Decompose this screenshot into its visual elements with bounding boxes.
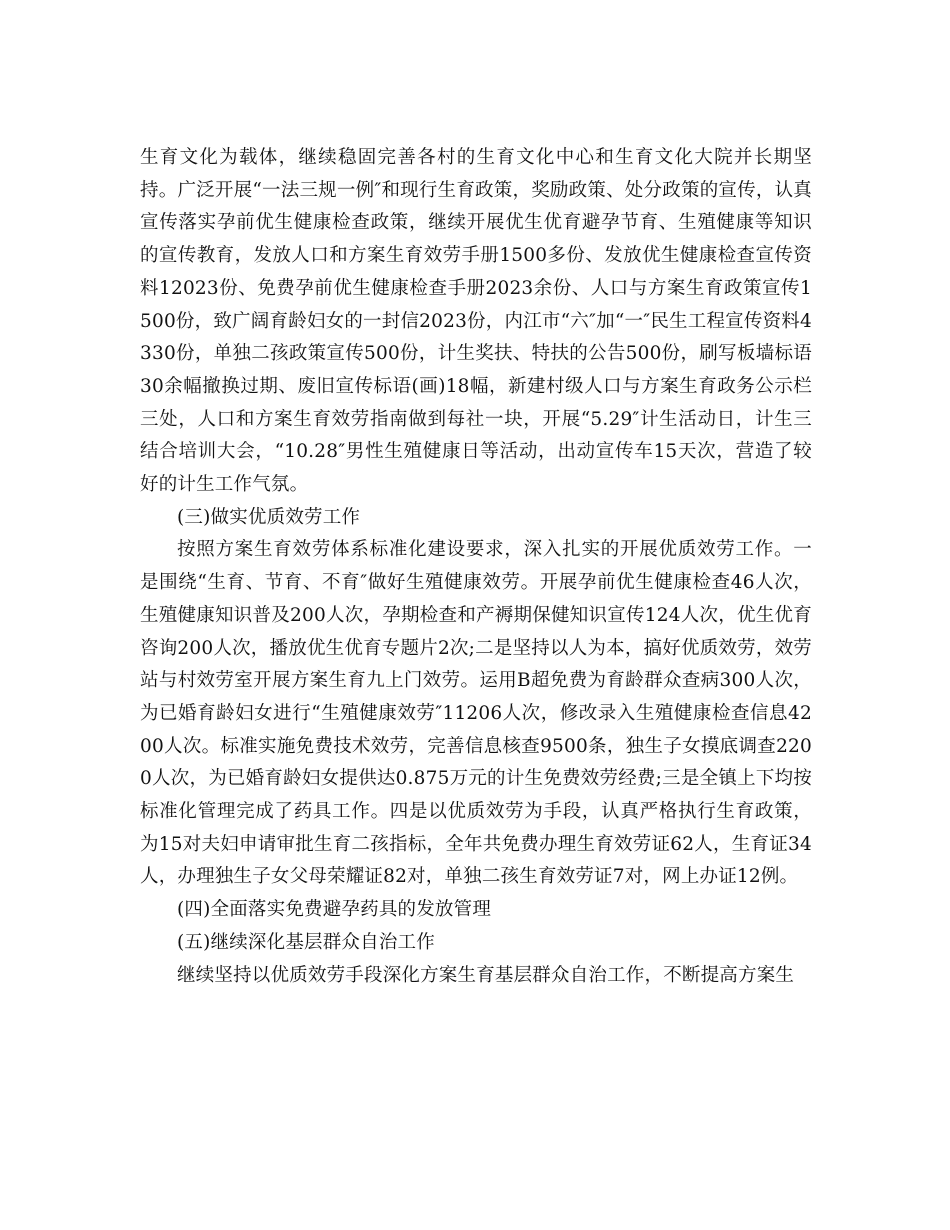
section-heading-contraceptive-distribution: (四)全面落实免费避孕药具的发放管理 — [177, 899, 492, 921]
paragraph-publicity: 生育文化为载体，继续稳固完善各村的生育文化中心和生育文化大院并长期坚持。广泛开展“一法三规一例″和现行生育政策，奖励政策、处分政策的宣传，认真宣传落实孕前优生健康检查政策，继续开展优生优育避孕节育、生殖健康等知识的宣传教育，发放人口和方案生育效劳手册1500多份、发放优生健康检查宣传资料12023份、免费孕前优生健康检查手册2023余份、人口与方案生育政策宣传1500份，致广阔育龄妇女的一封信2023份，内江市“六″加“一″民生工程宣传资料4330份，单独二孩政策宣传500份，计生奖扶、特扶的公告500份，刷写板墙标语30余幅撤换过期、废旧宣传标语(画)18幅，新建村级人口与方案生育政务公示栏三处，人口和方案生育效劳指南做到每社一块，开展“5.29″计生活动日，计生三结合培训大会，“10.28″男性生殖健康日等活动，出动宣传车15天次，营造了较好的计生工作气氛。 — [140, 147, 812, 496]
document-body — [140, 142, 812, 992]
section-heading-quality-service: (三)做实优质效劳工作 — [177, 506, 361, 528]
paragraph-grassroots-autonomy: 继续坚持以优质效劳手段深化方案生育基层群众自治工作，不断提高方案生 — [177, 964, 795, 986]
paragraph-quality-service: 按照方案生育效劳体系标准化建设要求，深入扎实的开展优质效劳工作。一是围绕“生育、节育、不育″做好生殖健康效劳。开展孕前优生健康检查46人次，生殖健康知识普及200人次，孕期检查和产褥期保健知识宣传124人次，优生优育咨询200人次，播放优生优育专题片2次;二是坚持以人为本，搞好优质效劳，效劳站与村效劳室开展方案生育九上门效劳。运用B超免费为育龄群众查病300人次，为已婚育龄妇女进行“生殖健康效劳″11206人次，修改录入生殖健康检查信息4200人次。标准实施免费技术效劳，完善信息核查9500条，独生子女摸底调查2200人次，为已婚育龄妇女提供达0.875万元的计生免费效劳经费;三是全镇上下均按标准化管理完成了药具工作。四是以优质效劳为手段，认真严格执行生育政策，为15对夫妇申请审批生育二孩指标，全年共免费办理生育效劳证62人，生育证34人，办理独生子女父母荣耀证82对，单独二孩生育效劳证7对，网上办证12例。 — [140, 539, 812, 888]
section-heading-grassroots-autonomy: (五)继续深化基层群众自治工作 — [177, 931, 435, 953]
